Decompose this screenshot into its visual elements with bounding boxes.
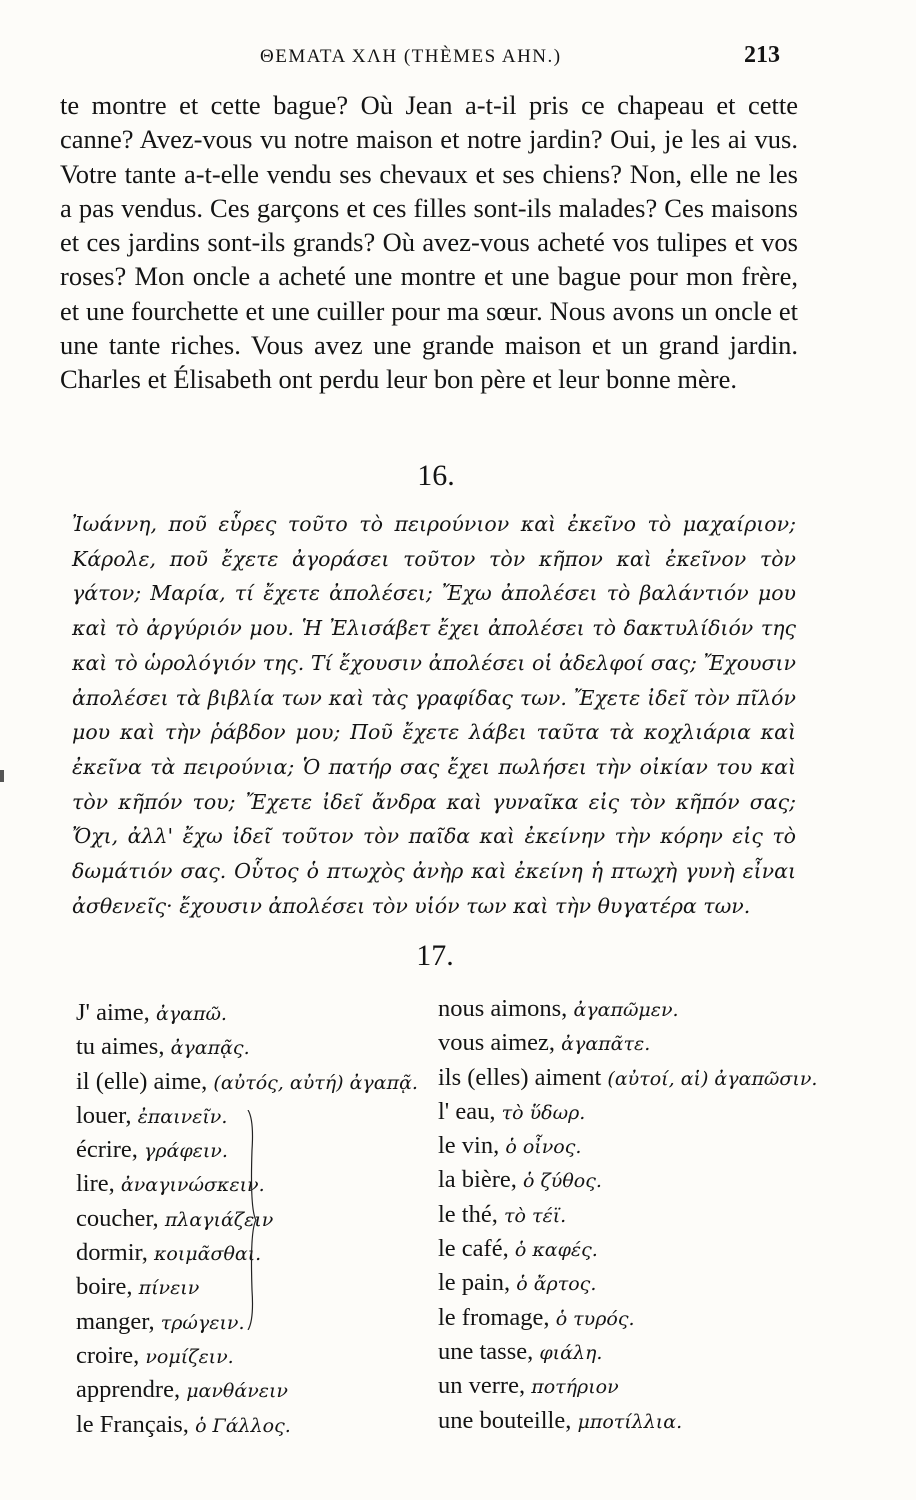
greek-word: ἀναγινώσκειν. — [120, 1174, 265, 1197]
vocabulary-right-column — [438, 992, 818, 1438]
greek-word: ἀγαπᾷς. — [170, 1037, 250, 1060]
french-word: boire, — [76, 1273, 133, 1301]
greek-word: ὁ καφές. — [514, 1239, 598, 1262]
vocab-entry — [76, 1373, 438, 1407]
greek-word: πλαγιάζειν — [164, 1208, 274, 1231]
french-word: une bouteille, — [438, 1406, 572, 1434]
greek-word: ὁ τυρός. — [555, 1307, 635, 1330]
greek-word: τὸ τέϊ. — [504, 1204, 567, 1227]
vocab-entry — [438, 1026, 818, 1060]
vocab-entry — [438, 1404, 818, 1438]
greek-word: γράφειν. — [144, 1140, 228, 1163]
french-word: il (elle) aime, — [76, 1067, 208, 1095]
french-word: vous aimez, — [438, 1029, 556, 1057]
vocab-entry — [438, 1198, 818, 1232]
french-exercise-paragraph: te montre et cette bague? Où Jean a-t-il pris ce chapeau et cette canne? Avez-vous vu notre maison et notre jardin? Oui, je les ai vus. Votre tante a-t-elle vendu ses chevaux et ses chiens? Non, elle ne les a pas vendus. Ces garçons et ces filles sont-ils malades? Ces maisons et ces jardins sont-ils grands? Où avez-vous acheté vos tulipes et vos roses? Mon oncle a acheté une montre et une bague pour mon frère, et une fourchette et une cuiller pour ma sœur. Nous avons un oncle et une tante riches. Vous avez une grande maison et un grand jardin. Charles et Élisabeth ont perdu leur bon père et leur bonne mère. — [60, 90, 798, 395]
greek-word: κοιμᾶσθαι. — [153, 1243, 262, 1266]
greek-word: (αὐτοί, αἱ) ἀγαπῶσιν. — [607, 1067, 818, 1090]
french-word: tu aimes, — [76, 1033, 165, 1061]
french-word: le fromage, — [438, 1303, 550, 1331]
french-word: le pain, — [438, 1269, 511, 1297]
greek-word: μανθάνειν — [186, 1380, 288, 1403]
greek-exercise-paragraph: Ἰωάννη, ποῦ εὗρες τοῦτο τὸ πειρούνιον καὶ ἐκεῖνο τὸ μαχαίριον; Κάρολε, ποῦ ἔχετε ἀγοράσει τοῦτον τὸν κῆπον καὶ ἐκεῖνον τὸν γάτον; Μαρία, τί ἔχετε ἀπολέσει; Ἔχω ἀπολέσει τὸ βαλάντιόν μου καὶ τὸ ἀργύριόν μου. Ἡ Ἐλισάβετ ἔχει ἀπολέσει τὸ δακτυλίδιόν της καὶ τὸ ὡρολόγιόν της. Τί ἔχουσιν ἀπολέσει οἱ ἀδελφοί σας; Ἔχουσιν ἀπολέσει τὰ βιβλία των καὶ τὰς γραφίδας των. Ἔχετε ἰδεῖ τὸν πῖλόν μου καὶ τὴν ῥάβδον μου; Ποῦ ἔχετε λάβει ταῦτα τὰ κοχλιάρια καὶ ἐκεῖνα τὰ πειρούνια; Ὁ πατήρ σας ἔχει πωλήσει τὴν οἰκίαν του καὶ τὸν κῆπόν του; Ἔχετε ἰδεῖ ἄνδρα καὶ γυναῖκα εἰς τὸν κῆπόν σας; Ὄχι, ἀλλ' ἔχω ἰδεῖ τοῦτον τὸν παῖδα καὶ ἐκείνην τὴν κόρην εἰς τὸ δωμάτιόν σας. Οὗτος ὁ πτωχὸς ἀνὴρ καὶ ἐκείνη ἡ πτωχὴ γυνὴ εἶναι ἀσθενεῖς· ἔχουσιν ἀπολέσει τὸν υἱόν των καὶ τὴν θυγατέρα των. — [72, 512, 796, 918]
vocab-entry — [76, 996, 438, 1030]
greek-word: ὁ ἄρτος. — [516, 1273, 597, 1296]
greek-word: (αὐτός, αὐτή) ἀγαπᾷ. — [213, 1071, 418, 1094]
running-head-title: ΘΕΜΑΤΑ XΛΗ (THÈMES AHN.) — [260, 46, 562, 67]
greek-word: μποτίλλια. — [577, 1410, 683, 1433]
greek-word: ὁ Γάλλος. — [195, 1414, 291, 1437]
vocab-entry — [438, 1232, 818, 1266]
french-word: apprendre, — [76, 1376, 181, 1404]
vocab-entry — [438, 1061, 818, 1095]
greek-word: φιάλη. — [539, 1341, 603, 1364]
vocab-entry — [76, 1065, 438, 1099]
greek-word: ἀγαπᾶτε. — [561, 1033, 651, 1056]
greek-word: ὁ ζύθος. — [523, 1170, 602, 1193]
section-number-17: 17. — [416, 939, 454, 972]
french-word: la bière, — [438, 1166, 517, 1194]
french-word: manger, — [76, 1307, 155, 1335]
vocab-entry — [438, 1335, 818, 1369]
french-word: l' eau, — [438, 1097, 496, 1125]
french-word: croire, — [76, 1341, 140, 1369]
french-word: ils (elles) aiment — [438, 1063, 602, 1091]
french-word: le vin, — [438, 1132, 500, 1160]
greek-word: ἐπαινεῖν. — [137, 1105, 228, 1128]
vocab-entry — [76, 1030, 438, 1064]
section-number-16: 16. — [417, 459, 455, 492]
french-word: le Français, — [76, 1410, 189, 1438]
vocab-entry — [438, 1129, 818, 1163]
greek-word: πίνειν — [138, 1277, 200, 1300]
vocab-entry — [76, 1408, 438, 1442]
greek-word: ποτήριον — [531, 1376, 619, 1399]
french-word: nous aimons, — [438, 995, 568, 1022]
french-word: dormir, — [76, 1239, 148, 1267]
greek-word: νομίζειν. — [145, 1345, 234, 1368]
vocab-entry — [438, 992, 818, 1026]
running-head — [0, 42, 916, 78]
greek-word: ἀγαπῶμεν. — [573, 999, 679, 1021]
margin-ink-mark — [0, 770, 4, 782]
french-word: louer, — [76, 1101, 132, 1129]
french-word: le thé, — [438, 1200, 498, 1228]
greek-word: τὸ ὕδωρ. — [501, 1101, 586, 1124]
page-number: 213 — [744, 42, 780, 68]
french-word: coucher, — [76, 1204, 159, 1232]
greek-word: τρώγειν. — [160, 1311, 245, 1334]
vocab-entry — [76, 1339, 438, 1373]
greek-word: ἀγαπῶ. — [155, 1003, 227, 1025]
french-word: J' aime, — [76, 999, 150, 1026]
french-word: le café, — [438, 1235, 509, 1263]
french-word: écrire, — [76, 1136, 138, 1164]
vocab-entry — [438, 1301, 818, 1335]
french-word: une tasse, — [438, 1337, 534, 1365]
vocab-entry — [438, 1095, 818, 1129]
french-word: un verre, — [438, 1372, 526, 1400]
vocab-entry — [438, 1163, 818, 1197]
french-word: lire, — [76, 1170, 115, 1198]
vocab-entry — [438, 1369, 818, 1403]
vocab-entry — [438, 1266, 818, 1300]
greek-word: ὁ οἶνος. — [505, 1136, 582, 1159]
brace-mark — [246, 1110, 258, 1330]
